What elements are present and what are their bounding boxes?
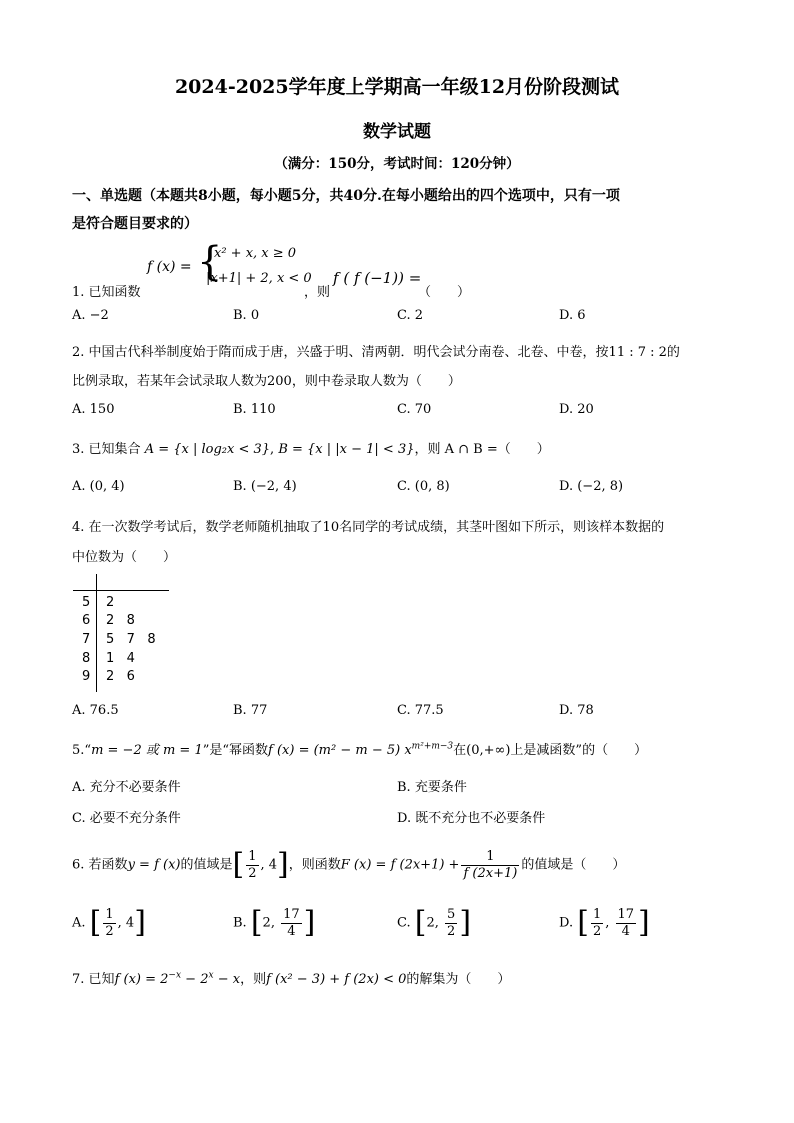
- q4-option-c[interactable]: C. 77.5: [397, 703, 444, 718]
- stem-row-6: 6: [82, 613, 91, 628]
- question-3: 3. 已知集合 A = {x | log₂x < 3}, B = {x | |x − 1| < 3}，则 A ∩ B =（ ）: [72, 442, 550, 457]
- q1-option-b[interactable]: B. 0: [233, 308, 260, 323]
- leaves-row-6: 2 8: [106, 613, 135, 628]
- piece-top: x² + x, x ≥ 0: [214, 246, 297, 261]
- piece-bottom: |x+1| + 2, x < 0: [206, 271, 312, 286]
- exam-info: （满分：150分，考试时间：120分钟）: [274, 156, 520, 172]
- q4-option-b[interactable]: B. 77: [233, 703, 268, 718]
- question-1: [72, 281, 141, 300]
- q3-option-a[interactable]: A. (0, 4): [72, 479, 125, 494]
- q6-option-a[interactable]: A. [ $\frac{1}{2}$ , 4]: [72, 905, 146, 940]
- q2-option-d[interactable]: D. 20: [559, 402, 594, 417]
- set-b: B = {x | |x − 1| < 3}: [278, 442, 415, 457]
- q6-option-b[interactable]: B. [2, $\frac{17}{4}$ ]: [233, 905, 316, 940]
- leaves-row-8: 1 4: [106, 651, 135, 666]
- question-4-line2: 中位数为（ ）: [72, 550, 177, 565]
- q5-option-b[interactable]: B. 充要条件: [397, 780, 467, 795]
- q1-blank: （ ）: [418, 285, 471, 300]
- piecewise-brace: {: [197, 239, 223, 285]
- q3-option-c[interactable]: C. (0, 8): [397, 479, 450, 494]
- question-6: 6. 若函数y = f (x)的值域是[ $\frac{1}{2}$ , 4]，则函数F (x) = f (2x+1) + $\frac{1}{f (2x+1)}$ 的值域是（ ）: [72, 847, 626, 882]
- q6-option-c[interactable]: C. [2, $\frac{5}{2}$ ]: [397, 905, 472, 940]
- q5-option-d[interactable]: D. 既不充分也不必要条件: [397, 811, 546, 826]
- section-heading-line2: 是符合题目要求的）: [72, 216, 198, 232]
- q1-expression: f ( f (−1)) =: [333, 269, 422, 287]
- q4-option-d[interactable]: D. 78: [559, 703, 594, 718]
- q5-option-c[interactable]: C. 必要不充分条件: [72, 811, 181, 826]
- leaves-row-9: 2 6: [106, 669, 135, 684]
- question-2-line1: 2. 中国古代科举制度始于隋而成于唐，兴盛于明、清两朝．明代会试分南卷、北卷、中卷，按11 : 7 : 2的: [72, 345, 680, 360]
- question-number: 1.: [72, 285, 85, 300]
- q1-option-c[interactable]: C. 2: [397, 308, 424, 323]
- exam-title: 2024-2025学年度上学期高一年级12月份阶段测试: [174, 76, 620, 98]
- stem-leaf-vline: [96, 574, 97, 692]
- stem-row-8: 8: [82, 651, 91, 666]
- question-5: 5.“m = −2 或 m = 1”是“幂函数f (x) = (m² − m − 5) $x^{m^2+m-3}$在(0,+∞)上是减函数”的（ ）: [72, 741, 648, 758]
- section-heading-line1: 一、单选题（本题共8小题，每小题5分，共40分.在每小题给出的四个选项中，只有一项: [72, 188, 620, 204]
- q1-option-a[interactable]: A. −2: [72, 308, 109, 323]
- q4-option-a[interactable]: A. 76.5: [72, 703, 119, 718]
- q1-option-d[interactable]: D. 6: [559, 308, 586, 323]
- q3-option-d[interactable]: D. (−2, 8): [559, 479, 624, 494]
- set-a: A = {x | log₂x < 3}: [144, 442, 271, 457]
- question-2-line2: 比例录取，若某年会试录取人数为200，则中卷录取人数为（ ）: [72, 374, 461, 389]
- q5-option-a[interactable]: A. 充分不必要条件: [72, 780, 181, 795]
- exam-subtitle: 数学试题: [363, 122, 431, 142]
- q1-after: ，则: [304, 285, 331, 300]
- stem-row-9: 9: [82, 669, 91, 684]
- stem-row-5: 5: [82, 595, 91, 610]
- question-4-line1: 4. 在一次数学考试后，数学老师随机抽取了10名同学的考试成绩，其茎叶图如下所示，则该样本数据的: [72, 520, 665, 535]
- stem-leaf-hline: [73, 590, 169, 591]
- leaves-row-5: 2: [106, 595, 115, 610]
- question-text: 已知函数: [88, 285, 141, 300]
- q3-option-b[interactable]: B. (−2, 4): [233, 479, 297, 494]
- function-label: f (x) =: [147, 259, 192, 275]
- q6-option-d[interactable]: D. [ $\frac{1}{2}$ , $\frac{17}{4}$ ]: [559, 905, 650, 940]
- q2-option-c[interactable]: C. 70: [397, 402, 432, 417]
- q2-option-a[interactable]: A. 150: [72, 402, 115, 417]
- q2-option-b[interactable]: B. 110: [233, 402, 276, 417]
- question-7: 7. 已知f $(x) = 2^{-x} - 2^x - x$，则f (x² − 3) + f (2x) < 0的解集为（ ）: [72, 970, 511, 987]
- leaves-row-7: 5 7 8: [106, 632, 156, 647]
- stem-row-7: 7: [82, 632, 91, 647]
